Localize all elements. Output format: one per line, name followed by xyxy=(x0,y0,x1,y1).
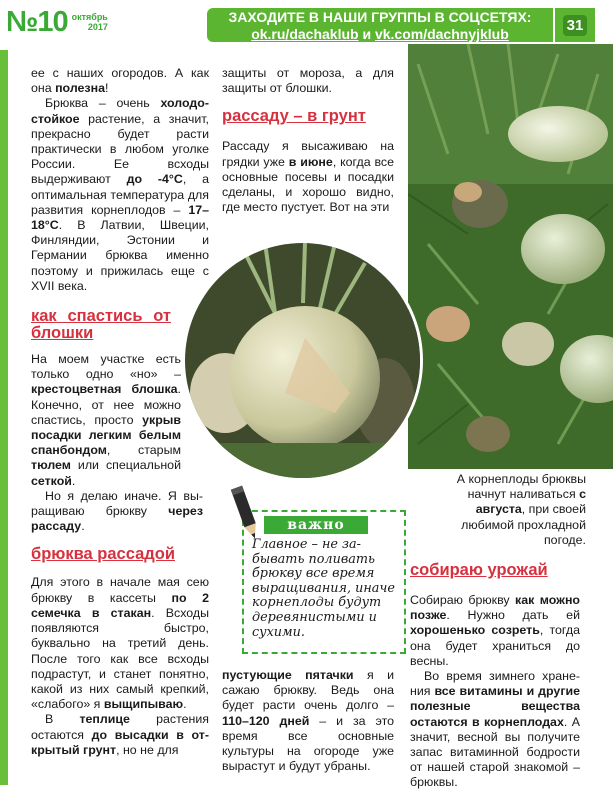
text-bold: тюлем xyxy=(31,458,71,473)
text-bold: выщипываю xyxy=(103,697,184,712)
paragraph xyxy=(31,712,209,758)
paragraph xyxy=(222,668,394,774)
column-right xyxy=(410,472,586,791)
paragraph xyxy=(31,96,209,294)
heading-seedlings: брюква рассадой xyxy=(31,545,175,564)
paragraph xyxy=(410,669,580,791)
column-middle-bottom xyxy=(222,668,394,774)
text: или специальной xyxy=(70,458,181,473)
text: . xyxy=(183,697,187,712)
text: Но я делаю иначе. Я выращиваю брюкву xyxy=(31,488,203,519)
text: – и за это время все основные культуры на огороде уже вырастут и будут убраны. xyxy=(222,713,394,774)
issue-month: октябрь xyxy=(71,12,108,22)
text: Собираю брюкву xyxy=(410,593,516,608)
text-bold: все витамины и другие полезные вещества остаются в корнеплодах xyxy=(410,684,580,729)
paragraph xyxy=(222,139,394,215)
text: На моем участке есть только одно «но» – xyxy=(31,352,181,382)
social-title: ЗАХОДИТЕ В НАШИ ГРУППЫ В СОЦСЕТЯХ: xyxy=(228,9,532,25)
text-bold: до -4°С xyxy=(126,172,183,187)
text: А корнеплоды брюквы начнут наливаться xyxy=(456,472,586,502)
text-bold: крестоцветная блошка xyxy=(31,382,178,397)
text-bold: до высадки в открытый грунт xyxy=(31,727,209,757)
paragraph xyxy=(31,489,203,535)
text-bold: через рассаду xyxy=(31,504,203,534)
photo-caption xyxy=(424,472,586,548)
issue-number: №10 xyxy=(6,6,68,38)
closeup-drawing xyxy=(185,243,420,478)
left-stripe xyxy=(0,50,8,785)
paragraph: защиты от мороза, а для защиты от блошки. xyxy=(222,66,394,96)
text-bold: как можно позже xyxy=(410,593,580,623)
column-middle-top xyxy=(222,66,394,215)
text-bold: в июне xyxy=(288,154,333,169)
important-box xyxy=(230,510,402,650)
paragraph xyxy=(31,352,181,489)
text: . А значит, весной вы получите запас витаминной бодрости от нашей старой знакомой – брюквы. xyxy=(410,714,580,790)
text: . Всходы появляются быстро, буквально на третий день. После того как все всходы подрастут, и станет понятно, какой из них самый крепкий, «слабого» я xyxy=(31,605,209,712)
text: ее с наших огородов. А как она xyxy=(31,66,209,96)
rutabaga-patch-photo xyxy=(408,44,613,469)
heading-flea: как спастись от блошки xyxy=(31,307,171,343)
page-number xyxy=(555,8,595,42)
text: . xyxy=(81,519,85,534)
text-bold: холодостойкое xyxy=(31,96,209,126)
heading-harvest: собираю урожай xyxy=(410,561,548,580)
social-and: и xyxy=(358,26,375,42)
text: , но не для xyxy=(116,742,179,757)
text-bold: пустующие пятачки xyxy=(222,668,354,682)
text: растение, а значит, прекрасно будет расти практически в любом уголке России. Ее всходы выдерживают xyxy=(31,111,209,187)
pencil-icon xyxy=(230,484,262,544)
text-bold: с августа xyxy=(475,487,586,517)
text: ! xyxy=(104,81,109,96)
text: Для этого в начале мая сею брюкву в кассеты xyxy=(31,575,209,605)
text: . xyxy=(71,473,76,488)
text-bold: 110–120 дней xyxy=(222,713,310,728)
column-left xyxy=(31,66,209,758)
ok-link[interactable]: ok.ru/dachaklub xyxy=(251,26,359,42)
header xyxy=(0,0,613,44)
page-number-text: 31 xyxy=(563,15,588,36)
text: . В Латвии, Швеции, Финляндии, Эстонии и Германии брюква именно поэтому и прижилась еще с XVII века. xyxy=(31,218,209,293)
rutabaga-closeup-photo xyxy=(182,240,423,481)
text: , при своей любимой прохладной погоде. xyxy=(461,502,586,547)
issue-badge xyxy=(6,4,108,40)
social-banner xyxy=(207,8,553,42)
text-bold: 17–18°С xyxy=(31,202,209,233)
paragraph xyxy=(31,66,209,96)
text: Брюква – очень xyxy=(45,96,161,111)
text-bold: полезна xyxy=(55,81,105,96)
text: . Нужно дать ей xyxy=(446,608,580,623)
text: , тогда она будет храниться до весны. xyxy=(410,623,580,668)
text: Рассаду я высаживаю на грядки уже xyxy=(222,139,394,169)
text: В xyxy=(45,712,80,727)
paragraph xyxy=(410,593,580,669)
text: , а оптимальная температура для развития корнеплодов – xyxy=(31,172,210,217)
important-label: важно xyxy=(264,516,368,534)
paragraph xyxy=(31,575,209,712)
issue-year: 2017 xyxy=(87,22,108,32)
text: , старым xyxy=(106,443,181,458)
text-bold: теплице xyxy=(79,712,130,727)
important-text: Главное – не забывать поливать брюкву все время выращивания, иначе корнеплоды будут деревянистыми и сухими. xyxy=(252,537,395,640)
text-bold: хорошенько созреть xyxy=(410,623,540,638)
text: . Конечно, от нее можно спастись, просто xyxy=(31,382,181,427)
vk-link[interactable]: vk.com/dachnyjklub xyxy=(374,26,509,42)
text: растения остаются xyxy=(31,712,209,742)
text-bold: укрыв посадки легким белым спанбондом xyxy=(31,412,181,458)
text: я и сажаю брюкву. Ведь она будет расти очень долго – xyxy=(222,668,394,713)
text-bold: по 2 семечка в стакан xyxy=(31,590,209,620)
photo-drawing xyxy=(408,44,613,469)
social-links xyxy=(207,26,553,42)
text: Во время зимнего хранения xyxy=(410,669,580,699)
text-bold: сеткой xyxy=(31,473,72,488)
text: , когда все основные посевы и посадки сделаны, и хорошо видно, где место пустует. Вот на эти xyxy=(222,154,395,215)
heading-to-ground: рассаду – в грунт xyxy=(222,107,366,126)
issue-date xyxy=(72,12,108,32)
